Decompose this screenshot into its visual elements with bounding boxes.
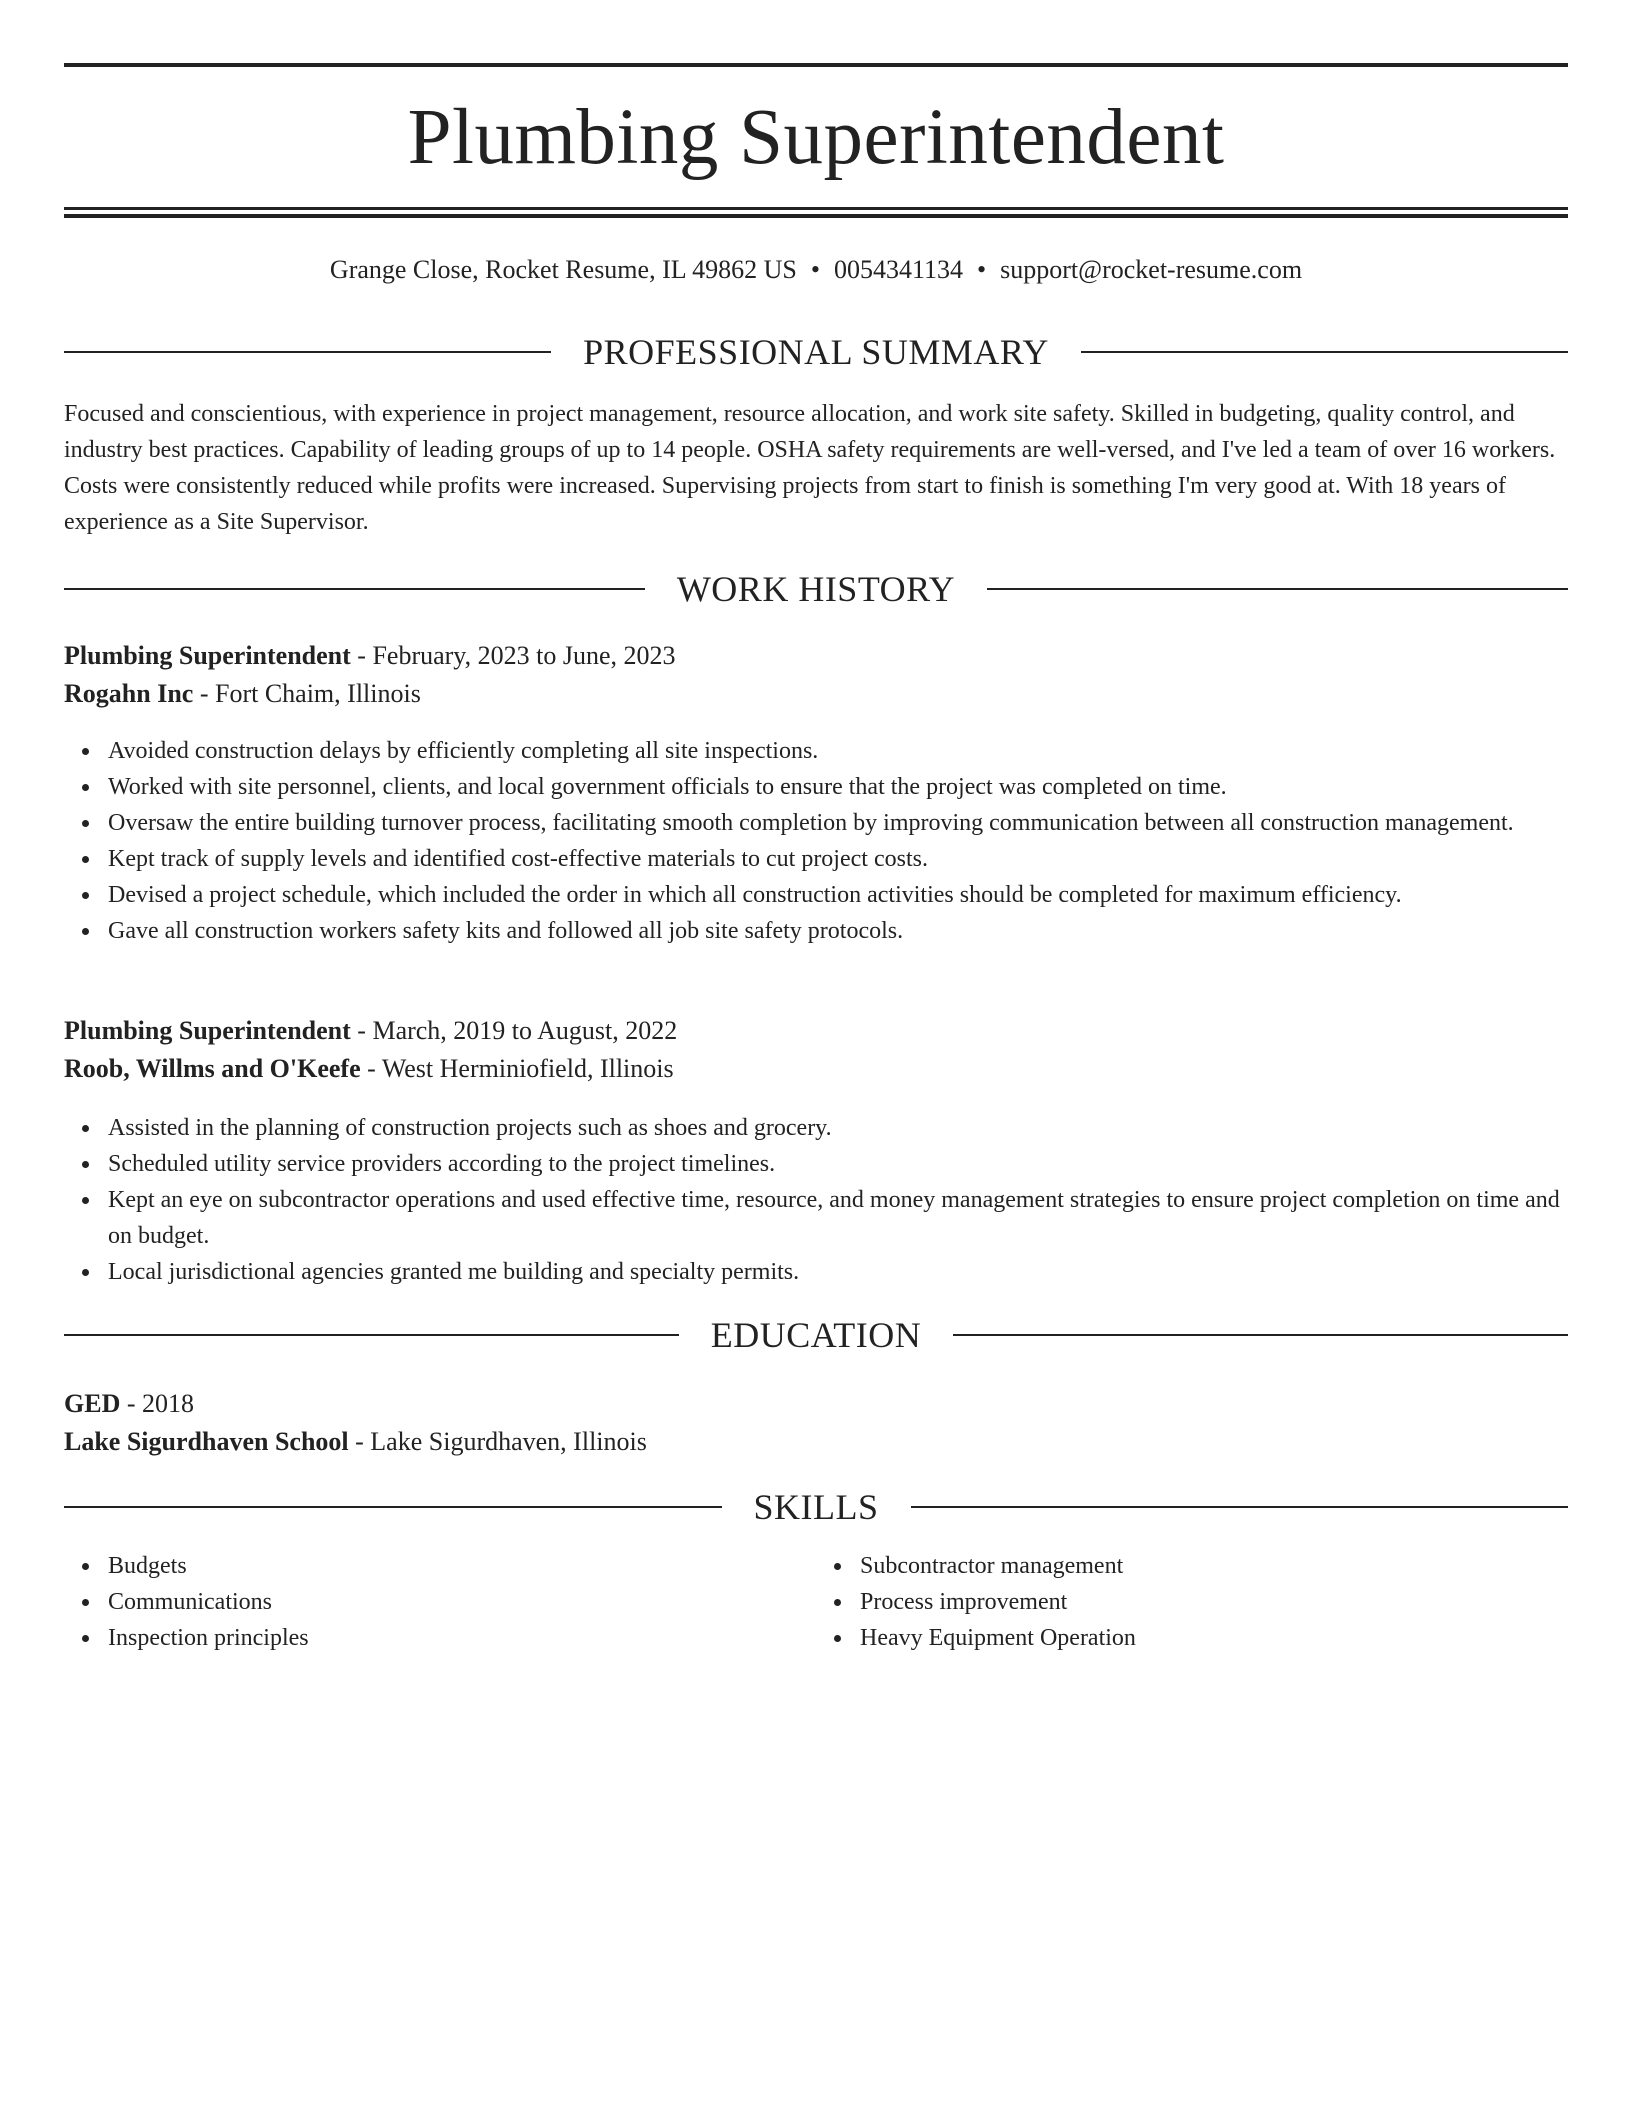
job-bullet: Local jurisdictional agencies granted me building and specialty permits. bbox=[108, 1254, 1568, 1290]
skill-item: Communications bbox=[108, 1584, 816, 1620]
skill-item: Budgets bbox=[108, 1548, 816, 1584]
job-location: - West Herminiofield, Illinois bbox=[360, 1054, 674, 1083]
job-location: - Fort Chaim, Illinois bbox=[193, 679, 421, 708]
job-bullet: Avoided construction delays by efficiently completing all site inspections. bbox=[108, 733, 1568, 769]
header-top-rule bbox=[64, 63, 1568, 67]
education-location: - Lake Sigurdhaven, Illinois bbox=[348, 1427, 647, 1456]
section-heading-summary bbox=[64, 330, 1568, 374]
heading-rule bbox=[64, 1506, 722, 1508]
section-heading-education bbox=[64, 1313, 1568, 1357]
job-entry bbox=[64, 637, 1568, 713]
contact-line bbox=[64, 252, 1568, 288]
job-bullet: Gave all construction workers safety kits and followed all job site safety protocols. bbox=[108, 913, 1568, 949]
education-entry bbox=[64, 1385, 1568, 1461]
section-title: SKILLS bbox=[753, 1487, 879, 1527]
skill-item: Subcontractor management bbox=[860, 1548, 1568, 1584]
section-title: PROFESSIONAL SUMMARY bbox=[583, 332, 1049, 372]
education-degree: GED bbox=[64, 1389, 121, 1418]
education-school-line bbox=[64, 1423, 1568, 1461]
job-bullet: Worked with site personnel, clients, and local government officials to ensure that the project was completed on time. bbox=[108, 769, 1568, 805]
summary-block bbox=[64, 396, 1568, 540]
job-bullet: Assisted in the planning of construction projects such as shoes and grocery. bbox=[108, 1110, 1568, 1146]
section-title: EDUCATION bbox=[710, 1315, 922, 1355]
job-role: Plumbing Superintendent bbox=[64, 641, 351, 670]
contact-address: Grange Close, Rocket Resume, IL 49862 US bbox=[329, 255, 797, 284]
job-bullet: Scheduled utility service providers according to the project timelines. bbox=[108, 1146, 1568, 1182]
skills-list-left bbox=[64, 1548, 816, 1656]
heading-rule bbox=[911, 1506, 1569, 1508]
job-dates: - March, 2019 to August, 2022 bbox=[350, 1016, 678, 1045]
contact-phone: 0054341134 bbox=[834, 255, 964, 284]
job-bullets bbox=[64, 733, 1568, 949]
section-heading-work-history bbox=[64, 567, 1568, 611]
skill-item: Heavy Equipment Operation bbox=[860, 1620, 1568, 1656]
heading-rule bbox=[1081, 351, 1568, 353]
job-bullet-list bbox=[64, 733, 1568, 949]
job-company: Roob, Willms and O'Keefe bbox=[64, 1054, 361, 1083]
job-company: Rogahn Inc bbox=[64, 679, 194, 708]
heading-rule bbox=[953, 1334, 1568, 1336]
job-dates: - February, 2023 to June, 2023 bbox=[350, 641, 676, 670]
job-role: Plumbing Superintendent bbox=[64, 1016, 351, 1045]
section-title: WORK HISTORY bbox=[676, 569, 956, 609]
resume-name: Plumbing Superintendent bbox=[407, 94, 1225, 181]
section-heading-skills bbox=[64, 1485, 1568, 1529]
job-bullet: Oversaw the entire building turnover process, facilitating smooth completion by improving communication between all construction management. bbox=[108, 805, 1568, 841]
skill-item: Inspection principles bbox=[108, 1620, 816, 1656]
job-title-line bbox=[64, 637, 1568, 675]
job-entry bbox=[64, 1012, 1568, 1088]
contact-separator: • bbox=[977, 255, 987, 284]
heading-rule bbox=[64, 351, 551, 353]
contact-separator: • bbox=[810, 255, 820, 284]
skills-list-right bbox=[816, 1548, 1568, 1656]
education-degree-line bbox=[64, 1385, 1568, 1423]
header-double-rule bbox=[64, 207, 1568, 218]
job-bullet: Kept track of supply levels and identified cost-effective materials to cut project costs. bbox=[108, 841, 1568, 877]
job-title-line bbox=[64, 1012, 1568, 1050]
contact-email: support@rocket-resume.com bbox=[1000, 255, 1303, 284]
skill-item: Process improvement bbox=[860, 1584, 1568, 1620]
job-company-line bbox=[64, 675, 1568, 713]
heading-rule bbox=[64, 1334, 679, 1336]
skills-grid bbox=[64, 1548, 1568, 1656]
summary-text: Focused and conscientious, with experience in project management, resource allocation, and work site safety. Skilled in budgeting, quality control, and industry best practices. Capability of leading groups of up to 14 people. OSHA safety requirements are well-versed, and I've led a team of over 16 workers. Costs were consistently reduced while profits were increased. Supervising projects from start to finish is something I'm very good at. With 18 years of experience as a Site Supervisor. bbox=[64, 401, 1556, 535]
job-company-line bbox=[64, 1050, 1568, 1088]
job-bullet: Kept an eye on subcontractor operations and used effective time, resource, and money management strategies to ensure project completion on time and on budget. bbox=[108, 1182, 1568, 1254]
job-bullet-list bbox=[64, 1110, 1568, 1290]
heading-rule bbox=[987, 588, 1568, 590]
education-year: - 2018 bbox=[120, 1389, 195, 1418]
job-bullet: Devised a project schedule, which included the order in which all construction activities should be completed for maximum efficiency. bbox=[108, 877, 1568, 913]
education-school: Lake Sigurdhaven School bbox=[64, 1427, 349, 1456]
job-bullets bbox=[64, 1110, 1568, 1290]
heading-rule bbox=[64, 588, 645, 590]
